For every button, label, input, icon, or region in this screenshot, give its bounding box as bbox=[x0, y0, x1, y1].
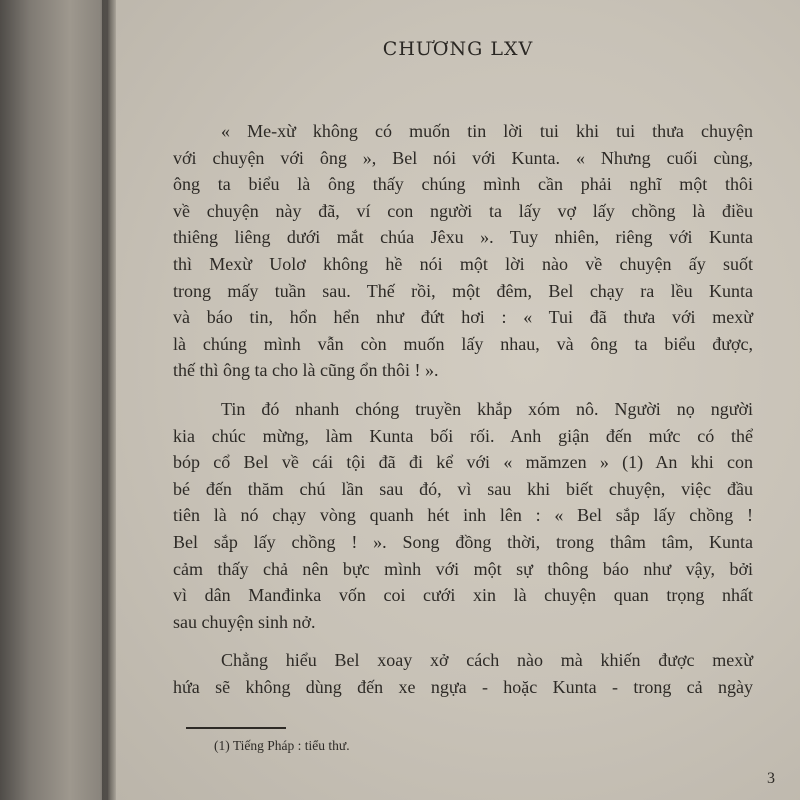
text-line: sau chuyện sinh nở. bbox=[173, 611, 316, 632]
text-line: tiên là nó chạy vòng quanh hét inh lên : « Bel sắp lấy chồng ! bbox=[173, 505, 753, 526]
text-line: hứa sẽ không dùng đến xe ngựa - hoặc Kunta - trong cả ngày bbox=[173, 676, 753, 697]
paragraph-1 bbox=[173, 118, 753, 384]
text-line: với chuyện với ông », Bel nói với Kunta. « Nhưng cuối cùng, bbox=[173, 147, 753, 168]
text-line: về chuyện này đã, ví con người ta lấy vợ lấy chồng là điều bbox=[173, 200, 753, 221]
text-line: « Me-xừ không có muốn tin lời tui khi tui thưa chuyện bbox=[221, 121, 753, 141]
paragraph-2 bbox=[173, 396, 753, 635]
text-line: bóp cổ Bel về cái tội đã đi kể với « mămzen » (1) An khi con bbox=[173, 452, 753, 473]
paragraph-gap bbox=[173, 384, 753, 396]
paragraph-3 bbox=[173, 647, 753, 700]
text-line: và báo tin, hổn hển như đứt hơi : « Tui đã thưa với mexừ bbox=[173, 307, 753, 328]
page-body bbox=[173, 118, 753, 700]
text-line: Bel sắp lấy chồng ! ». Song đồng thời, trong thâm tâm, Kunta bbox=[173, 531, 753, 552]
footnote-divider bbox=[186, 727, 286, 729]
text-line: vì dân Manđinka vốn coi cưới xin là chuyện quan trọng nhất bbox=[173, 585, 753, 606]
paragraph-gap bbox=[173, 635, 753, 647]
text-line: thì Mexừ Uolơ không hề nói một lời nào về chuyện ấy suốt bbox=[173, 253, 753, 274]
text-line: bé đến thăm chú lần sau đó, vì sau khi biết chuyện, việc đầu bbox=[173, 478, 753, 499]
text-line: trong mấy tuần sau. Thế rồi, một đêm, Bel chạy ra lều Kunta bbox=[173, 280, 753, 301]
page-number: 3 bbox=[767, 770, 775, 787]
text-line: kia chúc mừng, làm Kunta bối rối. Anh giận đến mức có thể bbox=[173, 425, 753, 446]
book-page bbox=[116, 0, 800, 800]
text-line: Tin đó nhanh chóng truyền khắp xóm nô. Người nọ người bbox=[221, 398, 753, 419]
text-line: thế thì ông ta cho là cũng ổn thôi ! ». bbox=[173, 360, 439, 381]
chapter-title: CHƯƠNG LXV bbox=[382, 38, 534, 60]
footnote: (1) Tiếng Pháp : tiểu thư. bbox=[214, 738, 350, 753]
text-line: ông ta biểu là ông thấy chúng mình cần phải nghĩ một thôi bbox=[173, 174, 753, 195]
text-line: thiêng liêng dưới mắt chúa Jêxu ». Tuy nhiên, riêng với Kunta bbox=[173, 227, 753, 248]
text-line: cảm thấy chả nên bực mình với một sự thông báo như vậy, bởi bbox=[173, 558, 753, 579]
text-line: Chẳng hiểu Bel xoay xở cách nào mà khiến được mexừ bbox=[221, 650, 753, 671]
previous-page-edge bbox=[0, 0, 108, 800]
text-line: là chúng mình vẫn còn muốn lấy nhau, và ông ta biểu được, bbox=[173, 333, 753, 354]
